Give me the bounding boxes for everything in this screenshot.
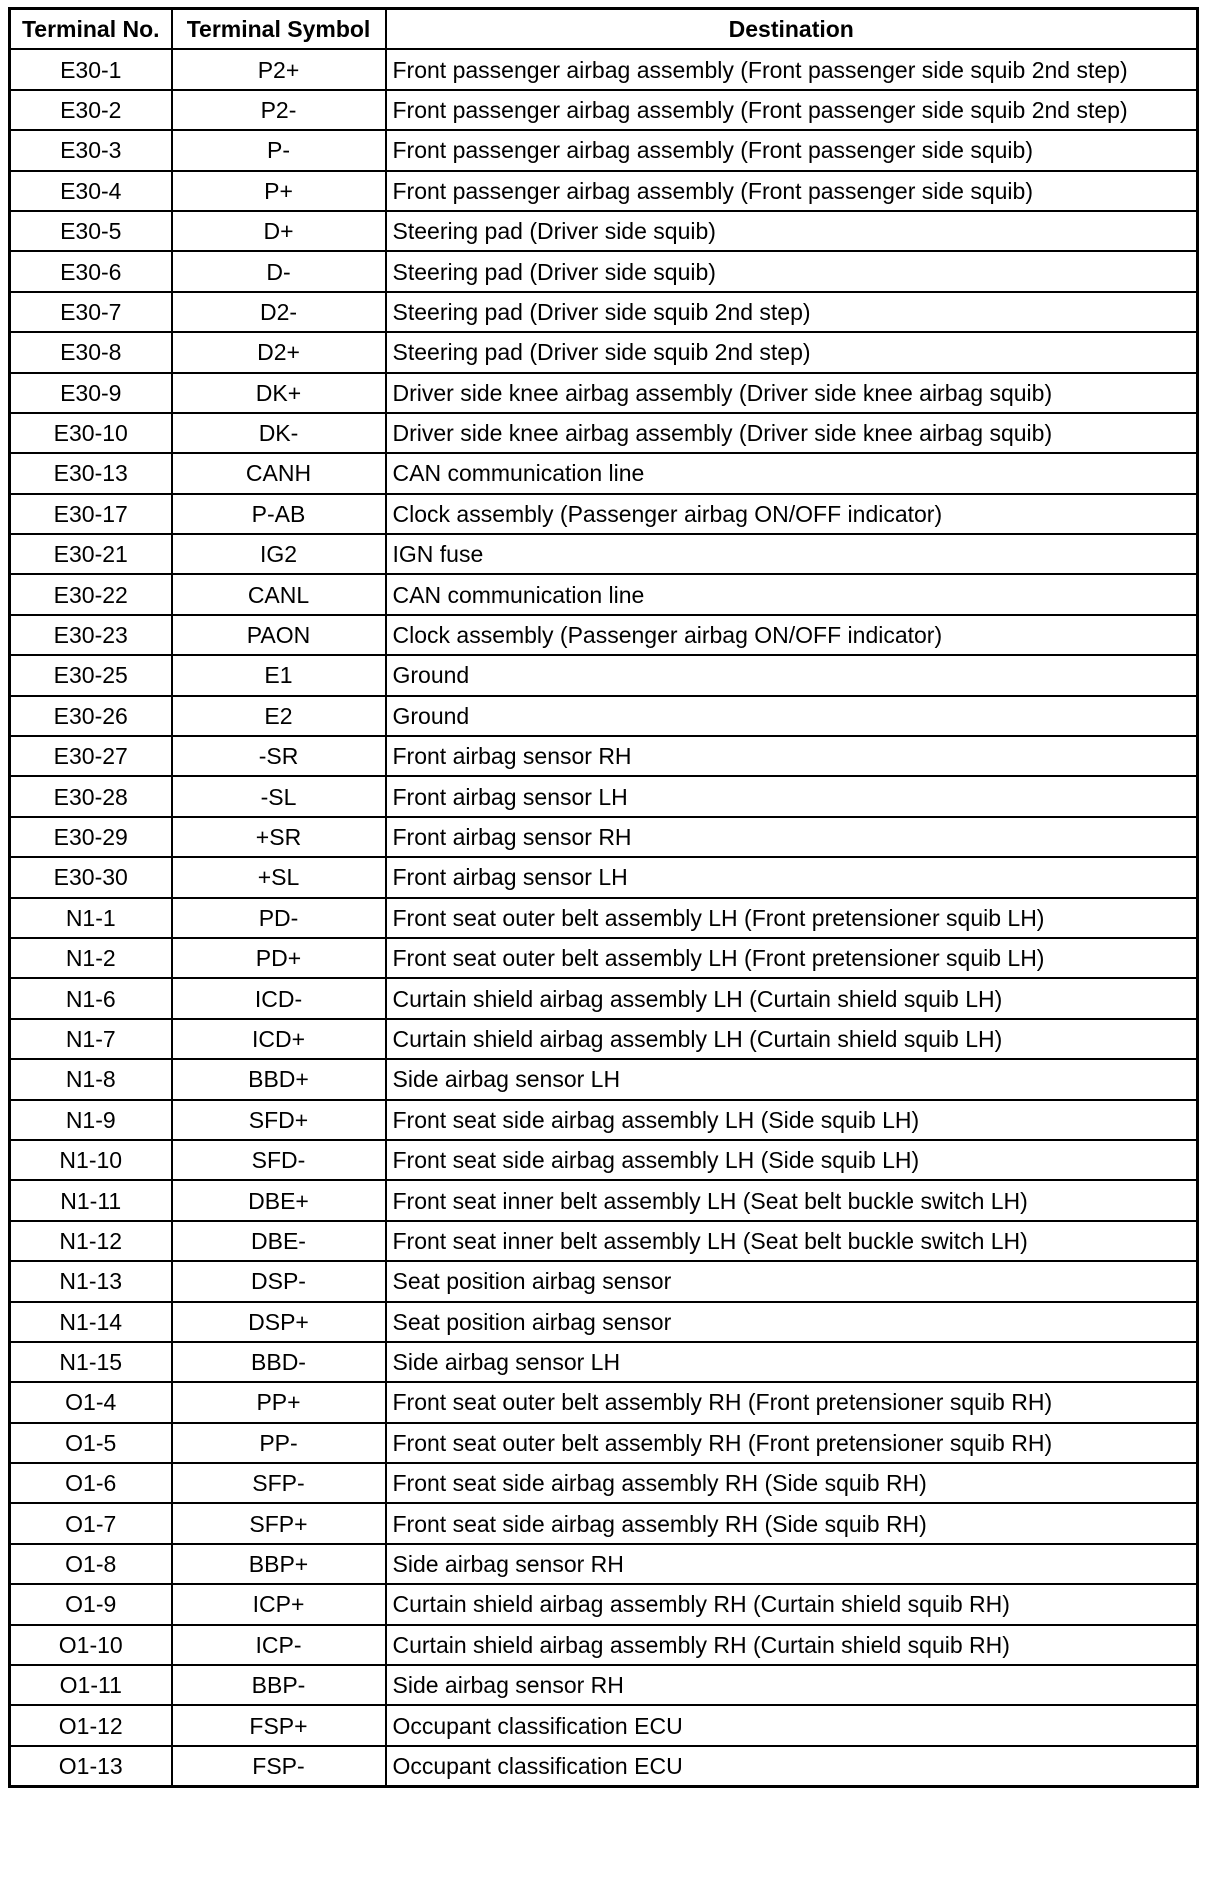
table-row [10,534,1198,574]
table-row [10,1746,1198,1787]
table-row [10,49,1198,89]
destination-cell: CAN communication line [386,574,1198,614]
terminal-no-cell: N1-6 [10,978,172,1018]
terminal-symbol-cell: SFP- [172,1463,386,1503]
terminal-no-cell: N1-11 [10,1180,172,1220]
terminal-symbol-cell: BBP+ [172,1544,386,1584]
terminal-no-cell: E30-2 [10,90,172,130]
table-row [10,1140,1198,1180]
terminal-table-sheet [8,7,1196,1871]
terminal-no-cell: E30-23 [10,615,172,655]
terminal-no-cell: N1-2 [10,938,172,978]
destination-cell: Curtain shield airbag assembly LH (Curtain shield squib LH) [386,978,1198,1018]
destination-cell: Side airbag sensor LH [386,1342,1198,1382]
terminal-symbol-cell: FSP- [172,1746,386,1787]
table-row [10,251,1198,291]
destination-cell: Front airbag sensor RH [386,736,1198,776]
terminal-symbol-cell: ICP- [172,1625,386,1665]
table-row [10,211,1198,251]
terminal-symbol-cell: PD- [172,898,386,938]
destination-cell: Steering pad (Driver side squib) [386,211,1198,251]
table-row [10,1503,1198,1543]
terminal-symbol-cell: SFD+ [172,1100,386,1140]
table-row [10,776,1198,816]
terminal-symbol-cell: ICP+ [172,1584,386,1624]
terminal-symbol-cell: P2+ [172,49,386,89]
terminal-no-cell: O1-8 [10,1544,172,1584]
table-row [10,696,1198,736]
destination-cell: Steering pad (Driver side squib 2nd step) [386,332,1198,372]
table-row [10,817,1198,857]
destination-cell: Front seat outer belt assembly LH (Front pretensioner squib LH) [386,938,1198,978]
terminal-symbol-cell: P+ [172,171,386,211]
table-row [10,736,1198,776]
terminal-no-cell: E30-29 [10,817,172,857]
table-row [10,1261,1198,1301]
destination-cell: Curtain shield airbag assembly LH (Curtain shield squib LH) [386,1019,1198,1059]
terminal-symbol-cell: P- [172,130,386,170]
header-row [10,9,1198,50]
terminal-symbol-cell: -SL [172,776,386,816]
terminal-no-cell: E30-10 [10,413,172,453]
table-row [10,1584,1198,1624]
terminal-symbol-cell: FSP+ [172,1705,386,1745]
terminal-symbol-cell: SFD- [172,1140,386,1180]
table-row [10,1059,1198,1099]
terminal-symbol-cell: DK+ [172,373,386,413]
terminal-no-cell: O1-9 [10,1584,172,1624]
terminal-no-cell: N1-1 [10,898,172,938]
terminal-symbol-cell: ICD+ [172,1019,386,1059]
table-row [10,978,1198,1018]
destination-cell: Driver side knee airbag assembly (Driver side knee airbag squib) [386,373,1198,413]
terminal-no-cell: N1-15 [10,1342,172,1382]
table-row [10,1100,1198,1140]
terminal-symbol-cell: -SR [172,736,386,776]
terminal-symbol-cell: DBE- [172,1221,386,1261]
terminal-no-cell: E30-4 [10,171,172,211]
destination-cell: Front seat side airbag assembly RH (Side squib RH) [386,1463,1198,1503]
terminal-symbol-cell: CANL [172,574,386,614]
destination-cell: Clock assembly (Passenger airbag ON/OFF indicator) [386,615,1198,655]
destination-cell: Front passenger airbag assembly (Front passenger side squib 2nd step) [386,49,1198,89]
terminal-no-cell: N1-7 [10,1019,172,1059]
header-destination: Destination [386,9,1198,50]
destination-cell: CAN communication line [386,453,1198,493]
destination-cell: Steering pad (Driver side squib) [386,251,1198,291]
terminal-symbol-cell: PP- [172,1423,386,1463]
table-row [10,413,1198,453]
table-row [10,130,1198,170]
terminal-symbol-cell: ICD- [172,978,386,1018]
terminal-table [8,7,1199,1788]
terminal-no-cell: N1-14 [10,1302,172,1342]
terminal-no-cell: O1-7 [10,1503,172,1543]
table-row [10,1544,1198,1584]
destination-cell: Front seat side airbag assembly LH (Side squib LH) [386,1140,1198,1180]
table-row [10,373,1198,413]
destination-cell: Front airbag sensor LH [386,776,1198,816]
terminal-no-cell: E30-5 [10,211,172,251]
destination-cell: Side airbag sensor RH [386,1665,1198,1705]
terminal-no-cell: O1-11 [10,1665,172,1705]
terminal-no-cell: O1-10 [10,1625,172,1665]
destination-cell: Occupant classification ECU [386,1705,1198,1745]
terminal-no-cell: E30-3 [10,130,172,170]
terminal-symbol-cell: +SL [172,857,386,897]
destination-cell: Curtain shield airbag assembly RH (Curtain shield squib RH) [386,1584,1198,1624]
destination-cell: Clock assembly (Passenger airbag ON/OFF indicator) [386,494,1198,534]
terminal-no-cell: E30-21 [10,534,172,574]
table-row [10,1382,1198,1422]
terminal-symbol-cell: BBP- [172,1665,386,1705]
destination-cell: Front seat inner belt assembly LH (Seat belt buckle switch LH) [386,1221,1198,1261]
terminal-symbol-cell: BBD- [172,1342,386,1382]
terminal-no-cell: E30-1 [10,49,172,89]
terminal-no-cell: E30-27 [10,736,172,776]
table-row [10,1625,1198,1665]
table-row [10,898,1198,938]
terminal-symbol-cell: E1 [172,655,386,695]
destination-cell: Steering pad (Driver side squib 2nd step) [386,292,1198,332]
terminal-symbol-cell: PD+ [172,938,386,978]
terminal-no-cell: O1-5 [10,1423,172,1463]
terminal-symbol-cell: P2- [172,90,386,130]
terminal-no-cell: E30-25 [10,655,172,695]
destination-cell: Front airbag sensor RH [386,817,1198,857]
terminal-symbol-cell: DSP- [172,1261,386,1301]
destination-cell: Front seat outer belt assembly LH (Front pretensioner squib LH) [386,898,1198,938]
terminal-symbol-cell: DBE+ [172,1180,386,1220]
table-row [10,292,1198,332]
destination-cell: Front airbag sensor LH [386,857,1198,897]
destination-cell: Front passenger airbag assembly (Front passenger side squib) [386,171,1198,211]
table-row [10,655,1198,695]
terminal-symbol-cell: PP+ [172,1382,386,1422]
destination-cell: IGN fuse [386,534,1198,574]
terminal-no-cell: E30-28 [10,776,172,816]
terminal-no-cell: O1-13 [10,1746,172,1787]
table-row [10,1221,1198,1261]
table-row [10,857,1198,897]
destination-cell: Front seat outer belt assembly RH (Front pretensioner squib RH) [386,1423,1198,1463]
table-row [10,332,1198,372]
terminal-symbol-cell: D- [172,251,386,291]
terminal-symbol-cell: SFP+ [172,1503,386,1543]
destination-cell: Front passenger airbag assembly (Front passenger side squib 2nd step) [386,90,1198,130]
terminal-symbol-cell: CANH [172,453,386,493]
terminal-symbol-cell: D2- [172,292,386,332]
destination-cell: Side airbag sensor LH [386,1059,1198,1099]
destination-cell: Curtain shield airbag assembly RH (Curtain shield squib RH) [386,1625,1198,1665]
table-row [10,1665,1198,1705]
destination-cell: Side airbag sensor RH [386,1544,1198,1584]
terminal-symbol-cell: PAON [172,615,386,655]
destination-cell: Ground [386,696,1198,736]
terminal-no-cell: N1-8 [10,1059,172,1099]
terminal-no-cell: O1-4 [10,1382,172,1422]
table-row [10,1342,1198,1382]
table-row [10,171,1198,211]
terminal-no-cell: E30-30 [10,857,172,897]
table-row [10,1180,1198,1220]
destination-cell: Seat position airbag sensor [386,1261,1198,1301]
destination-cell: Front seat outer belt assembly RH (Front pretensioner squib RH) [386,1382,1198,1422]
header-terminal-no: Terminal No. [10,9,172,50]
terminal-no-cell: O1-6 [10,1463,172,1503]
terminal-symbol-cell: IG2 [172,534,386,574]
table-row [10,1423,1198,1463]
terminal-no-cell: E30-8 [10,332,172,372]
table-header [10,9,1198,50]
terminal-no-cell: E30-13 [10,453,172,493]
terminal-no-cell: E30-26 [10,696,172,736]
destination-cell: Occupant classification ECU [386,1746,1198,1787]
terminal-symbol-cell: DK- [172,413,386,453]
terminal-symbol-cell: D+ [172,211,386,251]
destination-cell: Front passenger airbag assembly (Front passenger side squib) [386,130,1198,170]
terminal-no-cell: N1-13 [10,1261,172,1301]
table-row [10,938,1198,978]
destination-cell: Seat position airbag sensor [386,1302,1198,1342]
terminal-no-cell: E30-7 [10,292,172,332]
table-body [10,49,1198,1786]
terminal-no-cell: E30-6 [10,251,172,291]
table-row [10,1302,1198,1342]
terminal-no-cell: E30-22 [10,574,172,614]
terminal-no-cell: E30-17 [10,494,172,534]
terminal-no-cell: E30-9 [10,373,172,413]
header-terminal-symbol: Terminal Symbol [172,9,386,50]
table-row [10,494,1198,534]
terminal-symbol-cell: +SR [172,817,386,857]
terminal-symbol-cell: P-AB [172,494,386,534]
terminal-symbol-cell: D2+ [172,332,386,372]
terminal-symbol-cell: BBD+ [172,1059,386,1099]
destination-cell: Front seat side airbag assembly LH (Side squib LH) [386,1100,1198,1140]
destination-cell: Front seat inner belt assembly LH (Seat belt buckle switch LH) [386,1180,1198,1220]
table-row [10,574,1198,614]
terminal-symbol-cell: E2 [172,696,386,736]
terminal-no-cell: O1-12 [10,1705,172,1745]
table-row [10,90,1198,130]
table-row [10,1463,1198,1503]
table-row [10,453,1198,493]
table-row [10,1019,1198,1059]
destination-cell: Driver side knee airbag assembly (Driver side knee airbag squib) [386,413,1198,453]
terminal-no-cell: N1-9 [10,1100,172,1140]
terminal-no-cell: N1-12 [10,1221,172,1261]
terminal-symbol-cell: DSP+ [172,1302,386,1342]
table-row [10,615,1198,655]
destination-cell: Ground [386,655,1198,695]
table-row [10,1705,1198,1745]
destination-cell: Front seat side airbag assembly RH (Side squib RH) [386,1503,1198,1543]
terminal-no-cell: N1-10 [10,1140,172,1180]
